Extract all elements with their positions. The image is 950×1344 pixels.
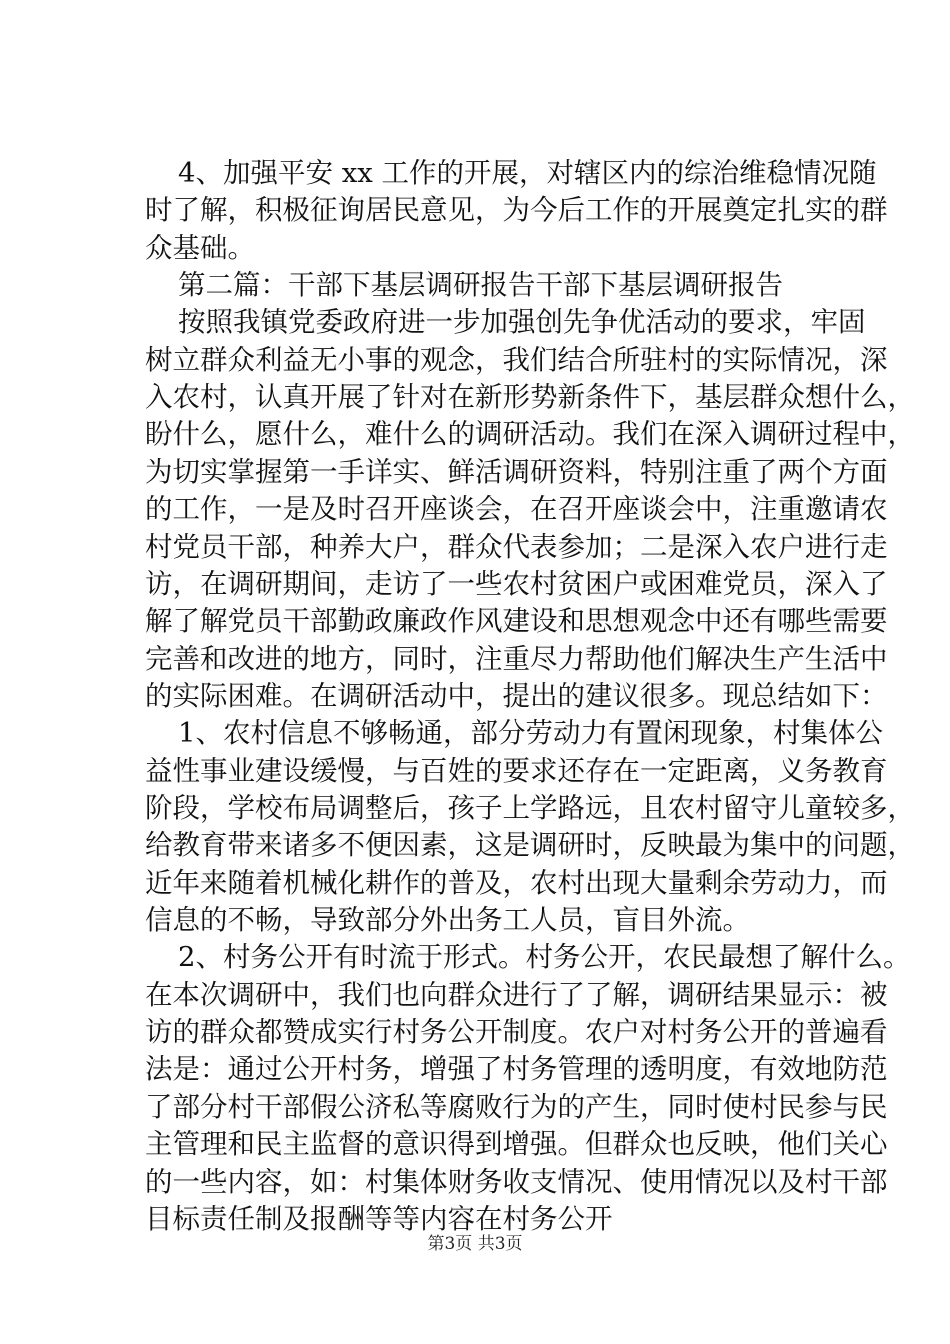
text-line: 法是：通过公开村务，增强了村务管理的透明度，有效地防范 (145, 1053, 888, 1086)
text-line: 村党员干部，种养大户，群众代表参加；二是深入农户进行走 (145, 530, 888, 563)
section-heading: 第二篇：干部下基层调研报告干部下基层调研报告 (178, 269, 783, 302)
text-line: 益性事业建设缓慢，与百姓的要求还存在一定距离，义务教育 (145, 754, 888, 787)
text-line: 1、农村信息不够畅通，部分劳动力有置闲现象，村集体公 (178, 717, 883, 750)
text-line: 为切实掌握第一手详实、鲜活调研资料，特别注重了两个方面 (145, 455, 888, 488)
text-line: 访的群众都赞成实行村务公开制度。农户对村务公开的普遍看 (145, 1016, 888, 1049)
text-line: 信息的不畅，导致部分外出务工人员，盲目外流。 (145, 904, 750, 936)
text-line: 主管理和民主监督的意识得到增强。但群众也反映，他们关心 (145, 1128, 888, 1161)
text-line: 树立群众利益无小事的观念，我们结合所驻村的实际情况，深 (145, 343, 888, 376)
text-line: 访，在调研期间，走访了一些农村贫困户或困难党员，深入了 (145, 567, 888, 600)
text-line: 众基础。 (145, 231, 255, 264)
text-line: 目标责任制及报酬等等内容在村务公开 (145, 1202, 613, 1235)
page-footer: 第3页 共3页 (427, 1234, 523, 1254)
text-line: 按照我镇党委政府进一步加强创先争优活动的要求，牢固 (178, 306, 866, 339)
text-line: 4、加强平安 xx 工作的开展，对辖区内的综治维稳情况随 (178, 157, 877, 189)
text-line: 的工作，一是及时召开座谈会，在召开座谈会中，注重邀请农 (145, 493, 888, 526)
text-line: 的一些内容，如：村集体财务收支情况、使用情况以及村干部 (145, 1165, 888, 1198)
text-line: 完善和改进的地方，同时，注重尽力帮助他们解决生产生活中 (145, 642, 888, 675)
text-line: 的实际困难。在调研活动中，提出的建议很多。现总结如下： (145, 679, 888, 712)
text-line: 在本次调研中，我们也向群众进行了了解，调研结果显示：被 (145, 978, 888, 1011)
text-line: 解了解党员干部勤政廉政作风建设和思想观念中还有哪些需要 (145, 605, 888, 638)
text-line: 近年来随着机械化耕作的普及，农村出现大量剩余劳动力，而 (145, 866, 888, 899)
text-line: 阶段，学校布局调整后，孩子上学路远，且农村留守儿童较多， (145, 792, 915, 824)
text-line: 给教育带来诸多不便因素，这是调研时，反映最为集中的问题， (145, 829, 915, 862)
text-line: 了部分村干部假公济私等腐败行为的产生，同时使村民参与民 (145, 1090, 888, 1123)
text-line: 2、村务公开有时流于形式。村务公开，农民最想了解什么。 (178, 941, 911, 974)
text-line: 时了解，积极征询居民意见，为今后工作的开展奠定扎实的群 (145, 194, 888, 227)
text-line: 盼什么，愿什么，难什么的调研活动。我们在深入调研过程中， (145, 418, 915, 451)
text-line: 入农村，认真开展了针对在新形势新条件下，基层群众想什么， (145, 381, 915, 414)
